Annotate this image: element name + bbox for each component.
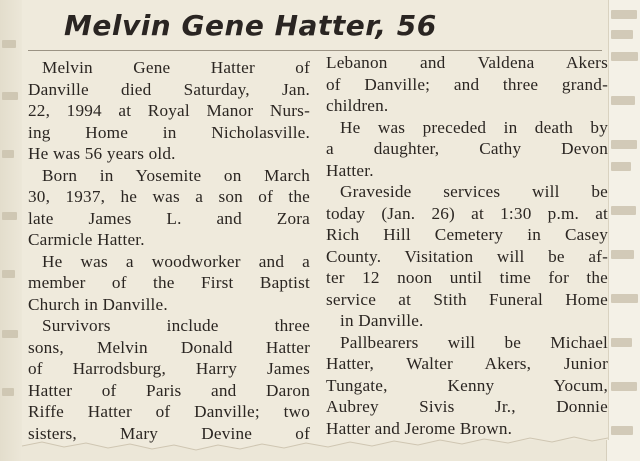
text-line: Lebanon and Valdena Akers: [326, 53, 608, 72]
text-line: County. Visitation will be af-: [326, 246, 608, 266]
text-line: Church in Danville.: [28, 294, 168, 314]
text-line: of Danville; and three grand-: [326, 74, 608, 94]
text-line: He was 56 years old.: [28, 144, 176, 163]
text-line: Danville died Saturday, Jan.: [28, 79, 310, 99]
text-line: Rich Hill Cemetery in Casey: [326, 225, 608, 244]
right-text-column: [326, 52, 608, 439]
headline-rule: [28, 50, 602, 51]
text-line: Carmicle Hatter.: [28, 230, 145, 249]
text-line: of Harrodsburg, Harry James: [28, 359, 310, 378]
text-line: in Danville.: [340, 311, 424, 330]
text-line: Hatter of Paris and Daron: [28, 380, 310, 400]
text-line: ter 12 noon until time for the: [326, 268, 608, 287]
left-text-column: [28, 57, 310, 444]
text-line: sons, Melvin Donald Hatter: [28, 337, 310, 357]
text-line: He was preceded in death by: [340, 117, 608, 137]
text-line: today (Jan. 26) at 1:30 p.m. at: [326, 203, 608, 223]
text-line: Melvin Gene Hatter of: [42, 58, 310, 77]
text-line: Tungate, Kenny Yocum,: [326, 375, 608, 395]
text-line: 22, 1994 at Royal Manor Nurs-: [28, 101, 310, 120]
text-line: member of the First Baptist: [28, 273, 310, 292]
left-page-edge: [0, 0, 22, 461]
text-line: ing Home in Nicholasville.: [28, 122, 310, 142]
text-line: Survivors include three: [42, 316, 310, 335]
text-line: sisters, Mary Devine of: [28, 423, 310, 443]
text-line: Hatter.: [326, 160, 374, 180]
text-line: Pallbearers will be Michael: [340, 332, 608, 352]
text-line: Aubrey Sivis Jr., Donnie: [326, 397, 608, 416]
text-line: 30, 1937, he was a son of the: [28, 187, 310, 206]
text-line: late James L. and Zora: [28, 208, 310, 228]
text-line: a daughter, Cathy Devon: [326, 139, 608, 158]
text-line: Hatter, Walter Akers, Junior: [326, 354, 608, 373]
text-line: Riffe Hatter of Danville; two: [28, 402, 310, 421]
text-line: children.: [326, 96, 389, 115]
text-line: Graveside services will be: [340, 182, 608, 201]
text-line: Hatter and Jerome Brown.: [326, 418, 513, 438]
text-line: Born in Yosemite on March: [42, 165, 310, 185]
text-line: He was a woodworker and a: [42, 251, 310, 271]
adjacent-clipping-fragment: [606, 0, 640, 461]
text-line: service at Stith Funeral Home: [326, 289, 608, 309]
obituary-headline: Melvin Gene Hatter, 56: [64, 9, 437, 42]
